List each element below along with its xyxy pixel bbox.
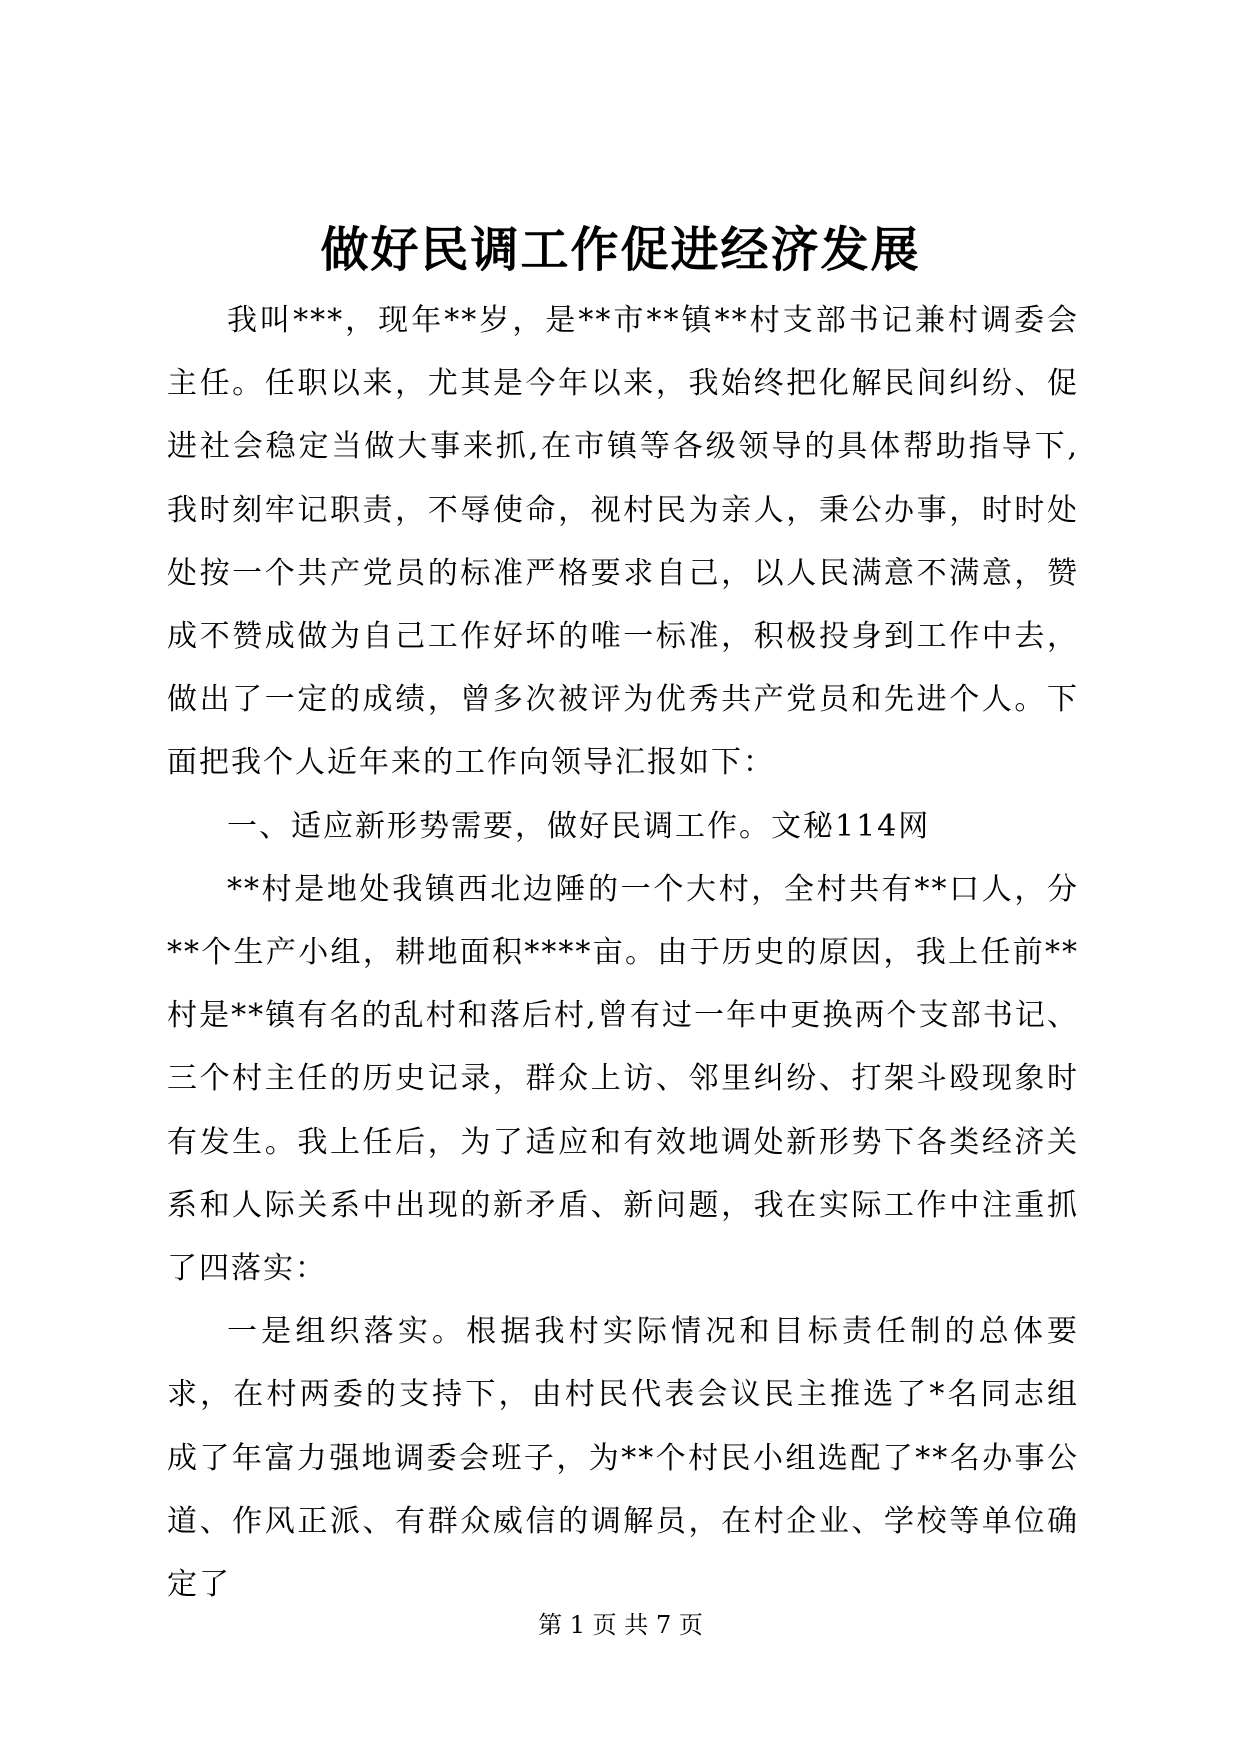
paragraph-village-background: **村是地处我镇西北边陲的一个大村，全村共有**口人，分**个生产小组，耕地面积****亩。由于历史的原因，我上任前**村是**镇有名的乱村和落后村,曾有过一年中更换两个支部书记、三个村主任的历史记录，群众上访、邻里纠纷、打架斗殴现象时有发生。我上任后，为了适应和有效地调处新形势下各类经济关系和人际关系中出现的新矛盾、新问题，我在实际工作中注重抓了四落实：	[167, 871, 1079, 1287]
page-footer: 第 1 页 共 7 页	[538, 1611, 703, 1639]
paragraph-organization: 一是组织落实。根据我村实际情况和目标责任制的总体要求，在村两委的支持下，由村民代表会议民主推选了*名同志组成了年富力强地调委会班子，为**个村民小组选配了**名办事公道、作风正派、有群众威信的调解员，在村企业、学校等单位确定了	[167, 1314, 1079, 1603]
paragraph-section-heading: 一、适应新形势需要，做好民调工作。文秘114网	[227, 808, 931, 844]
paragraph-intro: 我叫***，现年**岁，是**市**镇**村支部书记兼村调委会主任。任职以来，尤其是今年以来，我始终把化解民间纠纷、促进社会稳定当做大事来抓,在市镇等各级领导的具体帮助指导下,我时刻牢记职责，不辱使命，视村民为亲人，秉公办事，时时处处按一个共产党员的标准严格要求自己，以人民满意不满意，赞成不赞成做为自己工作好坏的唯一标准，积极投身到工作中去，做出了一定的成绩，曾多次被评为优秀共产党员和先进个人。下面把我个人近年来的工作向领导汇报如下：	[167, 303, 1079, 781]
document-body	[167, 289, 1079, 1616]
document-title: 做好民调工作促进经济发展	[320, 222, 921, 278]
